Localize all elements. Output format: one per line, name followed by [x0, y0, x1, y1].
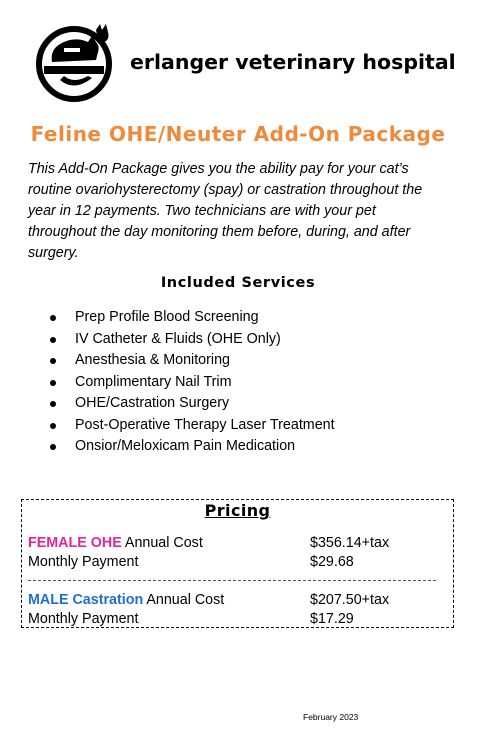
- clinic-name: erlanger veterinary hospital: [130, 50, 456, 74]
- bullet-icon: [50, 358, 56, 364]
- pricing-heading: Pricing: [204, 501, 271, 520]
- male-monthly-label: Monthly Payment: [28, 611, 139, 627]
- intro-paragraph: This Add-On Package gives you the ability pay for your cat’s routine ovariohysterectomy (spay) or castration throughout the year in 12 payments. Two technicians are with your pet throughout the day monitoring them before, during, and after surgery.: [28, 161, 423, 261]
- services-list: [46, 307, 335, 458]
- document-title: Feline OHE/Neuter Add-On Package: [30, 122, 446, 146]
- service-item: [46, 307, 335, 329]
- service-item: [46, 372, 335, 394]
- service-label: Anesthesia & Monitoring: [75, 352, 230, 368]
- male-tag: MALE Castration: [28, 592, 144, 608]
- service-label: OHE/Castration Surgery: [75, 395, 230, 411]
- female-monthly-label: Monthly Payment: [28, 554, 139, 570]
- bullet-icon: [50, 315, 56, 321]
- bullet-icon: [50, 401, 56, 407]
- pricing-divider: [28, 580, 436, 581]
- bullet-icon: [50, 380, 56, 386]
- bullet-icon: [50, 423, 56, 429]
- services-heading: Included Services: [160, 275, 316, 291]
- footer-date: February 2023: [303, 712, 359, 722]
- female-annual-label: Annual Cost: [121, 535, 203, 551]
- service-item: [46, 329, 335, 351]
- bullet-icon: [50, 444, 56, 450]
- service-label: Onsior/Meloxicam Pain Medication: [75, 438, 296, 454]
- pricing-box: [21, 499, 454, 628]
- service-item: [46, 393, 335, 415]
- female-annual-value: $356.14+tax: [310, 535, 390, 551]
- service-item: [46, 350, 335, 372]
- male-annual-value: $207.50+tax: [310, 592, 390, 608]
- female-monthly-value: $29.68: [310, 554, 354, 570]
- service-label: Prep Profile Blood Screening: [75, 309, 259, 325]
- female-annual-row: [28, 535, 203, 551]
- service-label: Post-Operative Therapy Laser Treatment: [75, 416, 335, 433]
- male-annual-label: Annual Cost: [143, 592, 225, 608]
- female-tag: FEMALE OHE: [28, 535, 122, 551]
- service-label: IV Catheter & Fluids (OHE Only): [75, 330, 281, 347]
- clinic-logo-icon: [34, 22, 114, 102]
- male-monthly-value: $17.29: [310, 611, 354, 627]
- service-label: Complimentary Nail Trim: [75, 373, 232, 390]
- service-item: [46, 436, 335, 458]
- male-annual-row: [28, 592, 224, 608]
- service-item: [46, 415, 335, 437]
- bullet-icon: [50, 337, 56, 343]
